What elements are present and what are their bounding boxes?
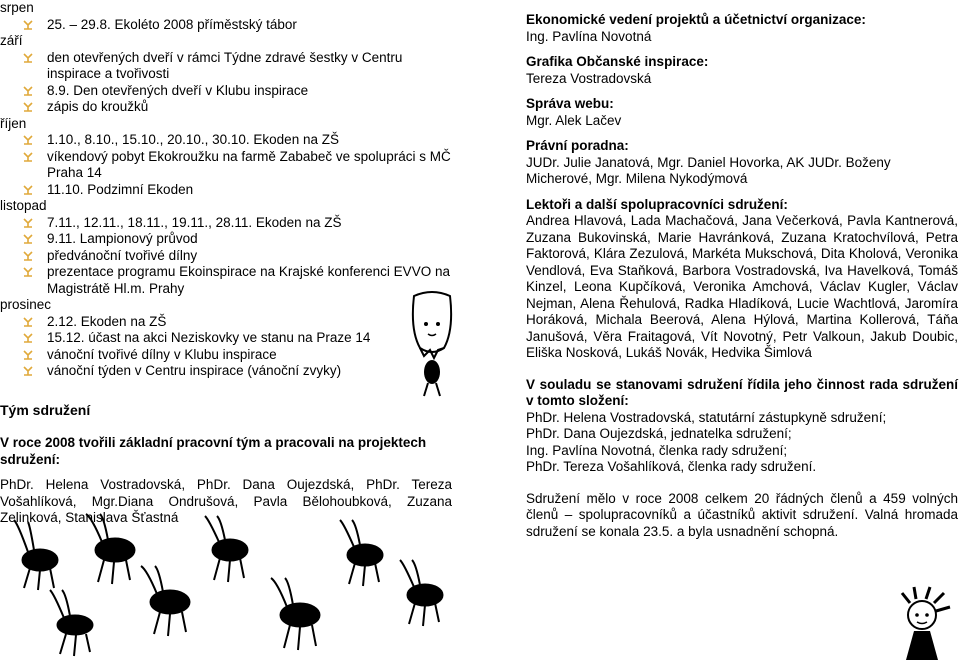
event-text: vánoční týden v Centru inspirace (vánoční zvyky) bbox=[47, 363, 342, 378]
critter-icon bbox=[0, 510, 460, 660]
role-label: Ekonomické vedení projektů a účetnictví organizace: bbox=[526, 12, 866, 27]
event-text: 11.10. Podzimní Ekoden bbox=[47, 181, 194, 197]
lily-bullet-icon bbox=[22, 250, 34, 262]
role-value: Andrea Hlavová, Lada Machačová, Jana Večerková, Pavla Kantnerová, Zuzana Bukovinská, Marie Havránková, Zuzana Kratochvílová, Petra Faktorová, Klára Zezulová, Markéta Mukschová, Dita Kholová, Veronika Vendlová, Eva Staňková, Barbora Vostradovská, Iva Havelková, Tomáš Kinzel, Leona Kupčíková, Veronika Amchová, Václav Kugler, Václav Nejman, Alena Řehulová, Radka Hladíková, Lucie Wachtlová, Jaromíra Horáková, Michala Beerová, Alena Hýlová, Martina Kollerová, Táňa Janušová, Věra Fraitagová, Vít Novotný, Petr Valkoun, Jakub Doubic, Eliška Nosková, Lukáš Novák, Hedvika Šimlová bbox=[526, 213, 958, 360]
event-item bbox=[0, 231, 452, 248]
role-block bbox=[526, 54, 958, 87]
event-item bbox=[0, 363, 452, 380]
flower-icon bbox=[402, 290, 462, 400]
month-label: září bbox=[0, 33, 23, 48]
event-item bbox=[0, 149, 452, 182]
role-value: Ing. Pavlína Novotná bbox=[526, 28, 652, 44]
role-value: Tereza Vostradovská bbox=[526, 70, 652, 86]
team-heading: Tým sdružení bbox=[0, 401, 91, 418]
role-value: JUDr. Julie Janatová, Mgr. Daniel Hovorka, AK JUDr. Boženy Micherové, Mgr. Milena Nykodýmová bbox=[526, 154, 891, 186]
role-label: Správa webu: bbox=[526, 96, 614, 111]
lily-bullet-icon bbox=[22, 184, 34, 196]
role-label: Právní poradna: bbox=[526, 138, 629, 153]
event-text: 9.11. Lampionový průvod bbox=[47, 231, 198, 246]
event-text: 2.12. Ekoden na ZŠ bbox=[47, 313, 167, 329]
calendar-month bbox=[0, 0, 452, 33]
statute-line: PhDr. Tereza Vošahlíková, členka rady sdružení. bbox=[526, 459, 817, 474]
event-item bbox=[0, 83, 452, 100]
lily-bullet-icon bbox=[22, 85, 34, 97]
lily-bullet-icon bbox=[22, 101, 34, 113]
right-column bbox=[526, 12, 958, 540]
role-block bbox=[526, 96, 958, 129]
role-value: Mgr. Alek Lačev bbox=[526, 112, 622, 128]
event-item bbox=[0, 215, 452, 232]
team-members: PhDr. Helena Vostradovská, PhDr. Dana Oujezdská, PhDr. Tereza Vošahlíková, Mgr.Diana Ondrušová, Pavla Bělohoubková, Zuzana Zelinková, Stanislava Šťastná bbox=[0, 477, 452, 525]
event-text: prezentace programu Ekoinspirace na Krajské konferenci EVVO na Magistrátě Hl.m. Prahy bbox=[47, 264, 450, 296]
lily-bullet-icon bbox=[22, 332, 34, 344]
summary-text: Sdružení mělo v roce 2008 celkem 20 řádných členů a 459 volných členů – spolupracovníků a účastníků aktivit sdružení. Valná hromada sdružení se konala 23.5. a byla usnadnění schopná. bbox=[526, 490, 958, 539]
lily-bullet-icon bbox=[22, 151, 34, 163]
lily-bullet-icon bbox=[22, 217, 34, 229]
calendar-month bbox=[0, 33, 452, 116]
month-label: prosinec bbox=[0, 297, 52, 312]
statute-line: PhDr. Helena Vostradovská, statutární zástupkyně sdružení; bbox=[526, 409, 887, 425]
lily-bullet-icon bbox=[22, 233, 34, 245]
event-item bbox=[0, 264, 452, 297]
event-text: 8.9. Den otevřených dveří v Klubu inspirace bbox=[47, 82, 309, 98]
event-text: předvánoční tvořivé dílny bbox=[47, 247, 198, 263]
month-label: listopad bbox=[0, 198, 47, 213]
event-item bbox=[0, 50, 452, 83]
month-label: srpen bbox=[0, 0, 34, 15]
role-label: Grafika Občanské inspirace: bbox=[526, 54, 709, 69]
statute-line: Ing. Pavlína Novotná, členka rady sdružení; bbox=[526, 442, 788, 458]
event-text: den otevřených dveří v rámci Týdne zdravé šestky v Centru inspirace a tvořivosti bbox=[47, 49, 403, 81]
event-item bbox=[0, 182, 452, 199]
event-text: 25. – 29.8. Ekoléto 2008 příměstský tábor bbox=[47, 16, 297, 32]
event-item bbox=[0, 17, 452, 34]
event-text: 15.12. účast na akci Neziskovky ve stanu na Praze 14 bbox=[47, 330, 371, 345]
lily-bullet-icon bbox=[22, 316, 34, 328]
role-label: Lektoři a další spolupracovníci sdružení: bbox=[526, 196, 788, 212]
event-text: 7.11., 12.11., 18.11., 19.11., 28.11. Ekoden na ZŠ bbox=[47, 214, 342, 230]
statute-line: PhDr. Dana Oujezdská, jednatelka sdružení; bbox=[526, 426, 792, 441]
statutes-heading: V souladu se stanovami sdružení řídila jeho činnost rada sdružení v tomto složení: bbox=[526, 376, 958, 408]
lily-bullet-icon bbox=[22, 365, 34, 377]
event-text: zápis do kroužků bbox=[47, 99, 149, 114]
event-item bbox=[0, 314, 452, 331]
event-text: vánoční tvořivé dílny v Klubu inspirace bbox=[47, 346, 277, 362]
calendar-month bbox=[0, 198, 452, 297]
month-label: říjen bbox=[0, 115, 27, 131]
lily-bullet-icon bbox=[22, 52, 34, 64]
role-block bbox=[526, 12, 958, 45]
calendar-month bbox=[0, 116, 452, 199]
event-item bbox=[0, 99, 452, 116]
calendar-month bbox=[0, 297, 452, 380]
lily-bullet-icon bbox=[22, 266, 34, 278]
role-block bbox=[526, 138, 958, 188]
event-item bbox=[0, 248, 452, 265]
event-text: 1.10., 8.10., 15.10., 20.10., 30.10. Ekoden na ZŠ bbox=[47, 132, 339, 147]
lily-bullet-icon bbox=[22, 19, 34, 31]
event-text: víkendový pobyt Ekokroužku na farmě Zababeč ve spolupráci s MČ Praha 14 bbox=[47, 148, 451, 180]
event-item bbox=[0, 132, 452, 149]
girl-icon bbox=[880, 585, 960, 660]
event-item bbox=[0, 330, 452, 347]
event-item bbox=[0, 347, 452, 364]
lily-bullet-icon bbox=[22, 349, 34, 361]
left-column bbox=[0, 0, 452, 527]
team-lead: V roce 2008 tvořili základní pracovní tým a pracovali na projektech sdružení: bbox=[0, 435, 427, 467]
role-block bbox=[526, 197, 958, 362]
lily-bullet-icon bbox=[22, 134, 34, 146]
